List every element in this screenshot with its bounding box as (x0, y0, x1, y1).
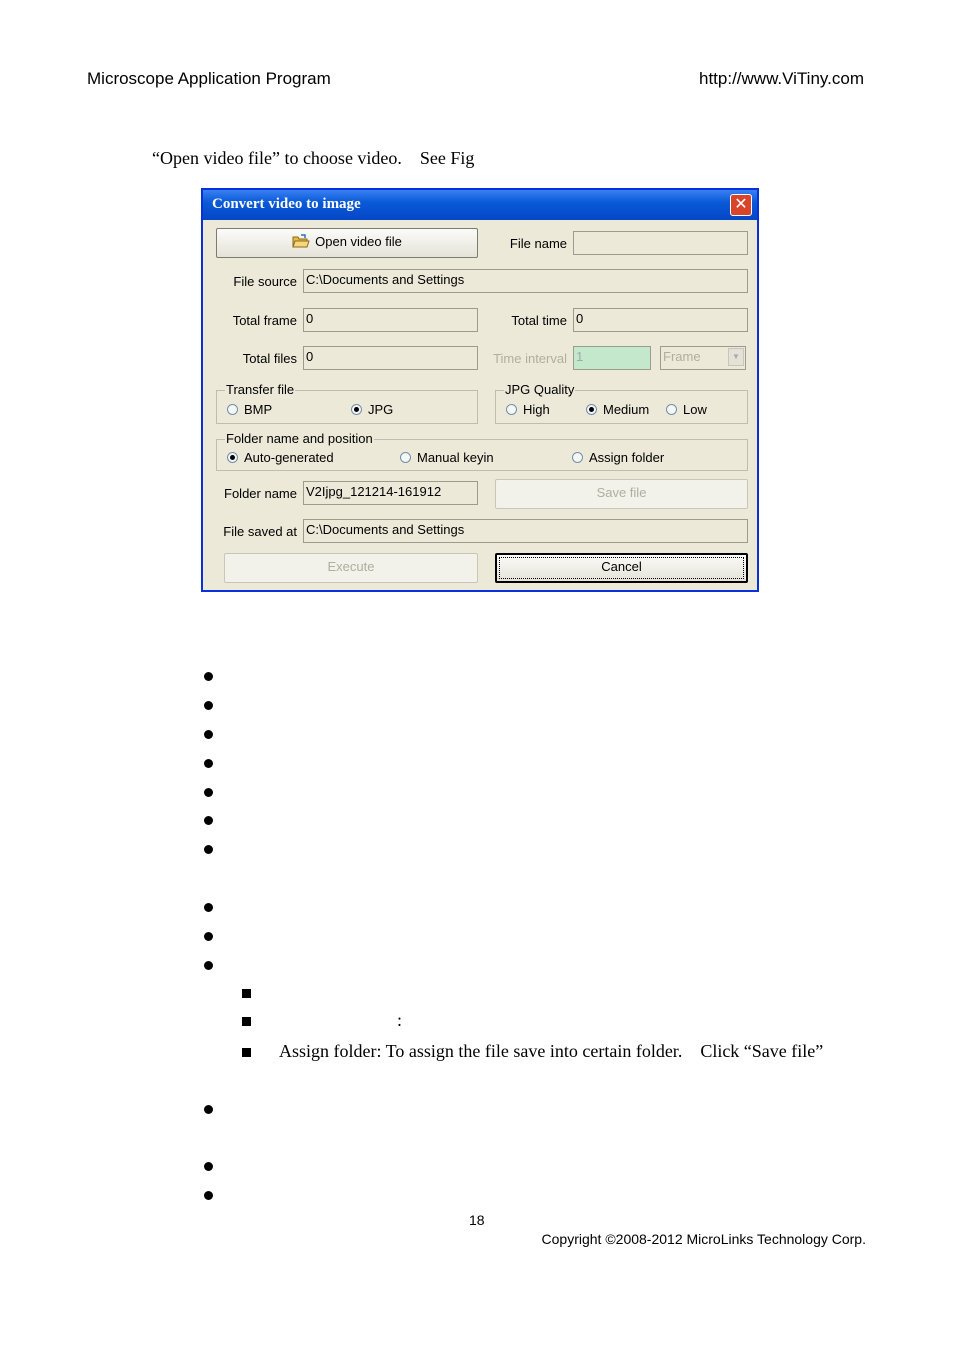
cancel-button[interactable] (495, 553, 748, 583)
file-name-field[interactable] (573, 231, 748, 255)
folder-name-label: Folder name (224, 486, 297, 501)
radio-low[interactable] (666, 402, 707, 418)
radio-low-label: Low (683, 402, 707, 417)
bullet-4 (204, 759, 213, 768)
sub-bullet-2-colon: : (397, 1010, 403, 1030)
open-video-file-button[interactable] (216, 228, 478, 258)
bullet-3 (204, 730, 213, 739)
jpg-quality-title: JPG Quality (505, 382, 575, 397)
file-saved-label: File saved at (223, 524, 297, 539)
radio-bmp-icon (227, 404, 238, 415)
total-time-field[interactable]: 0 (573, 308, 748, 332)
convert-video-dialog (201, 188, 759, 592)
bullet-11 (204, 1105, 213, 1114)
radio-assign-folder[interactable] (572, 450, 664, 466)
radio-manual-keyin[interactable] (400, 450, 494, 466)
radio-medium-label: Medium (603, 402, 650, 417)
total-frame-label: Total frame (232, 313, 297, 328)
folder-name-field[interactable]: V2Ijpg_121214-161912 (303, 481, 478, 505)
total-time-label: Total time (511, 313, 567, 328)
jpg-quality-group (495, 382, 748, 424)
bullet-6 (204, 816, 213, 825)
total-frame-field[interactable]: 0 (303, 308, 478, 332)
folder-position-title: Folder name and position (226, 431, 373, 446)
radio-high-icon (506, 404, 517, 415)
interval-unit-select[interactable] (660, 346, 746, 370)
total-files-field[interactable]: 0 (303, 346, 478, 370)
header-title: Microscope Application Program (87, 69, 331, 88)
close-button[interactable]: ✕ (730, 194, 752, 216)
bullet-2 (204, 701, 213, 710)
transfer-file-title: Transfer file (226, 382, 295, 397)
radio-auto-generated[interactable] (227, 450, 334, 466)
sub-bullet-1 (242, 989, 251, 998)
sub-bullet-2 (242, 1017, 251, 1026)
bullet-5 (204, 788, 213, 797)
radio-manual-icon (400, 452, 411, 463)
radio-jpg-icon (351, 404, 362, 415)
file-saved-field[interactable]: C:\Documents and Settings (303, 519, 748, 543)
intro-text: “Open video file” to choose video. See Fig (152, 148, 475, 168)
open-video-label: Open video file (315, 234, 402, 249)
radio-bmp-label: BMP (244, 402, 273, 417)
execute-button[interactable]: Execute (224, 553, 478, 583)
dropdown-arrow-icon[interactable]: ▼ (728, 348, 744, 366)
time-interval-label: Time interval (493, 351, 567, 366)
radio-high-label: High (523, 402, 550, 417)
bullet-7 (204, 845, 213, 854)
sub-bullet-3 (242, 1048, 251, 1057)
bullet-9 (204, 932, 213, 941)
file-source-field[interactable]: C:\Documents and Settings (303, 269, 748, 293)
radio-assign-label: Assign folder (589, 450, 665, 465)
radio-high[interactable] (506, 402, 550, 418)
save-file-button[interactable]: Save file (495, 479, 748, 509)
radio-assign-icon (572, 452, 583, 463)
bullet-8 (204, 903, 213, 912)
dialog-title: Convert video to image (212, 196, 361, 212)
file-source-label: File source (233, 274, 297, 289)
dialog-titlebar[interactable] (203, 190, 757, 220)
bullet-12 (204, 1162, 213, 1171)
header-url: http://www.ViTiny.com (698, 69, 864, 88)
radio-jpg[interactable] (351, 402, 393, 418)
copyright-footer: Copyright ©2008-2012 MicroLinks Technology Corp. (541, 1231, 866, 1247)
radio-auto-icon (227, 452, 238, 463)
interval-unit-value: Frame (663, 349, 701, 364)
radio-low-icon (666, 404, 677, 415)
radio-medium[interactable] (586, 402, 649, 418)
time-interval-field[interactable]: 1 (573, 346, 651, 370)
bullet-1 (204, 672, 213, 681)
transfer-file-group (216, 382, 478, 424)
radio-bmp[interactable] (227, 402, 272, 418)
folder-position-group (216, 431, 748, 471)
cancel-label: Cancel (601, 559, 642, 574)
bullet-10 (204, 961, 213, 970)
open-folder-icon (292, 234, 310, 248)
radio-jpg-label: JPG (368, 402, 394, 417)
focus-outline (499, 557, 744, 579)
radio-manual-label: Manual keyin (417, 450, 494, 465)
page-number: 18 (469, 1212, 485, 1228)
file-name-label: File name (509, 236, 567, 251)
assign-folder-text: Assign folder: To assign the file save into certain folder. Click “Save file” (279, 1041, 824, 1061)
radio-auto-label: Auto-generated (244, 450, 334, 465)
total-files-label: Total files (242, 351, 297, 366)
radio-medium-icon (586, 404, 597, 415)
bullet-13 (204, 1191, 213, 1200)
